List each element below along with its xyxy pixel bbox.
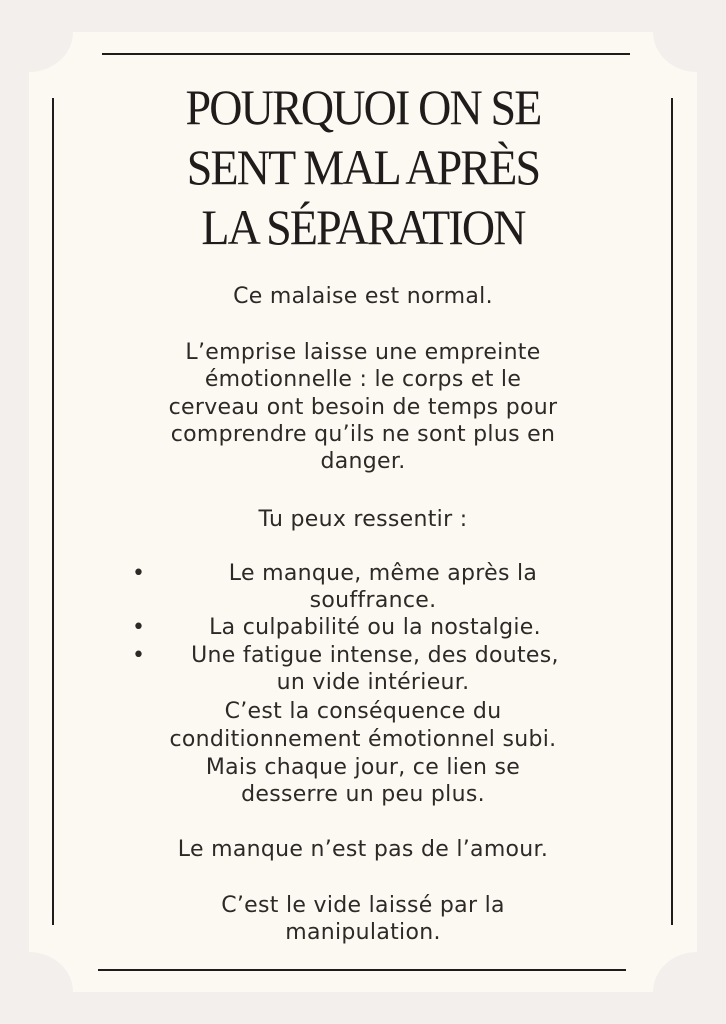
list-item-line: La culpabilité ou la nostalgie. <box>209 615 541 640</box>
intro-text: Ce malaise est normal. <box>233 284 493 309</box>
page-title <box>29 78 697 258</box>
bullet-icon: • <box>132 561 146 586</box>
paragraph-line: conditionnement émotionnel subi. <box>169 727 557 752</box>
bottom-rule <box>98 969 626 971</box>
paragraph-line: danger. <box>320 449 406 474</box>
paragraph-line: comprendre qu’ils ne sont plus en <box>170 422 556 447</box>
statement-text: Le manque n’est pas de l’amour. <box>177 837 549 862</box>
paragraph-line: Mais chaque jour, ce lien se <box>205 755 521 780</box>
title-line: POURQUOI ON SE <box>185 79 541 135</box>
list-item-line: Une fatigue intense, des doutes, <box>191 643 559 668</box>
list-item-line: Le manque, même après la <box>228 561 538 586</box>
closing-line: C’est le vide laissé par la <box>221 893 505 918</box>
title-line: LA SÉPARATION <box>201 199 525 255</box>
top-rule <box>102 53 630 55</box>
paragraph-line: desserre un peu plus. <box>241 782 485 807</box>
paragraph-line: émotionnelle : le corps et le <box>204 367 522 392</box>
paragraph-line: C’est la conséquence du <box>224 699 502 724</box>
paragraph-line: L’emprise laisse une empreinte <box>185 340 541 365</box>
list-item-line: un vide intérieur. <box>276 670 470 695</box>
title-line: SENT MAL APRÈS <box>186 139 540 195</box>
paragraph-line: cerveau ont besoin de temps pour <box>168 395 558 420</box>
list-intro: Tu peux ressentir : <box>258 507 468 532</box>
closing-line: manipulation. <box>285 920 441 945</box>
bullet-icon: • <box>132 643 146 668</box>
bullet-icon: • <box>132 615 146 640</box>
list-item-line: souffrance. <box>309 588 437 613</box>
